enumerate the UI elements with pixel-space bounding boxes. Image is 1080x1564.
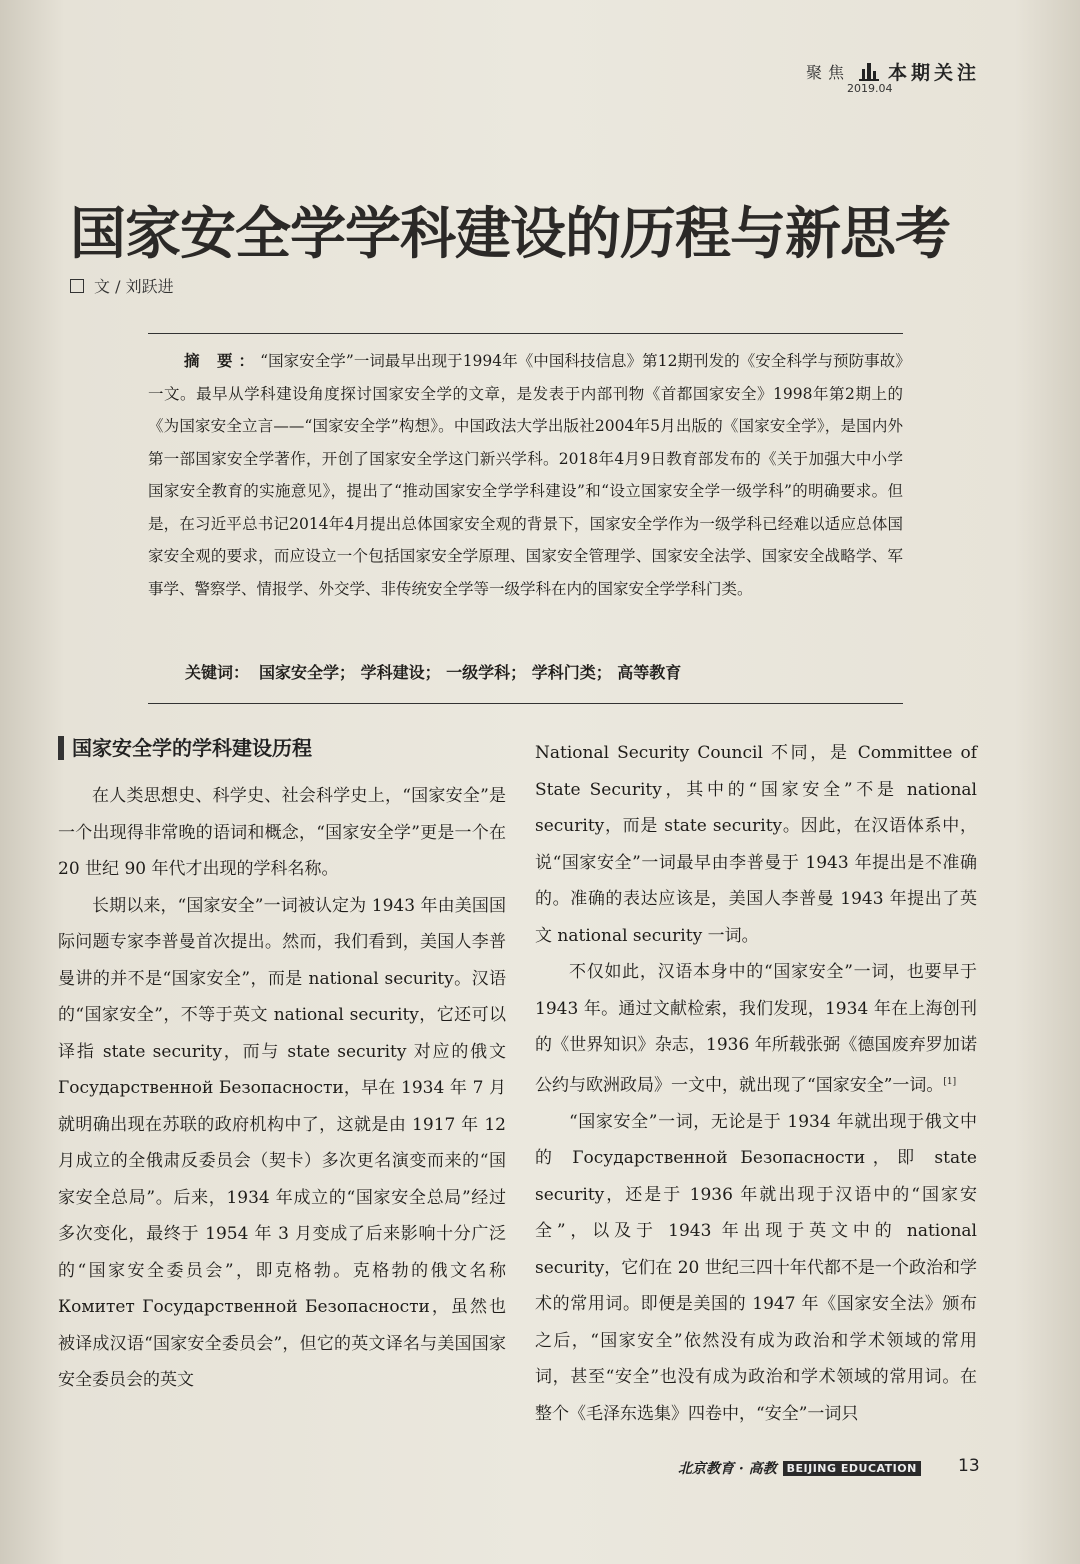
left-column (58, 730, 506, 1399)
abstract-label: 摘 要： (184, 351, 261, 370)
journal-badge: BEIJING EDUCATION (783, 1461, 921, 1476)
column-logo-icon (858, 61, 880, 83)
abstract-block (148, 345, 903, 605)
footer-journal (678, 1458, 921, 1478)
journal-name: 北京教育 · 高教 (678, 1461, 777, 1477)
paragraph: National Security Council 不同，是 Committee of State Security，其中的“国家安全”不是 national security，而是 state security。因此，在汉语体系中，说“国家安全”一词最早由李普曼于 1943 年提出是不准确的。准确的表达应该是，美国人李普曼 1943 年提出了英文 national security 一词。 (535, 743, 977, 946)
section-bar-icon (58, 736, 64, 760)
paragraph: “国家安全”一词，无论是于 1934 年就出现于俄文中的 Государственной Безопасности，即 state security，还是于 1936 年就出现于汉语中的“国家安全”，以及于 1943 年出现于英文中的 national security，它们在 20 世纪三四十年代都不是一个政治和学术的常用词。即便是美国的 1947 年《国家安全法》颁布之后，“国家安全”依然没有成为政治和学术领域的常用词，甚至“安全”也没有成为政治和学术领域的常用词。在整个《毛泽东选集》四卷中，“安全”一词只 (535, 1111, 977, 1424)
abstract-top-rule (148, 333, 903, 334)
header-column-title: 本期关注 (887, 62, 980, 84)
keywords (185, 660, 681, 683)
keywords-text: 国家安全学； 学科建设； 一级学科； 学科门类； 高等教育 (259, 663, 682, 682)
paragraph (535, 954, 977, 1104)
abstract-text: “国家安全学”一词最早出现于1994年《中国科技信息》第12期刊发的《安全科学与预防事故》一文。最早从学科建设角度探讨国家安全学的文章，是发表于内部刊物《首都国家安全》1998年第2期上的《为国家安全立言——“国家安全学”构想》。中国政法大学出版社2004年5月出版的《国家安全学》，是国内外第一部国家安全学著作，开创了国家安全学这门新兴学科。2018年4月9日教育部发布的《关于加强大中小学国家安全教育的实施意见》，提出了“推动国家安全学学科建设”和“设立国家安全学一级学科”的明确要求。但是，在习近平总书记2014年4月提出总体国家安全观的背景下，国家安全学作为一级学科已经难以适应总体国家安全观的要求，而应设立一个包括国家安全学原理、国家安全管理学、国家安全法学、国家安全战略学、军事学、警察学、情报学、外交学、非传统安全学等一级学科在内的国家安全学学科门类。 (148, 352, 903, 598)
page-number: 13 (958, 1456, 980, 1476)
keywords-label: 关键词： (185, 663, 250, 682)
byline-text: 文 / 刘跃进 (94, 277, 174, 296)
section-heading-text: 国家安全学的学科建设历程 (72, 735, 312, 760)
issue-date: 2019.04 (847, 82, 893, 95)
abstract-bottom-rule (148, 703, 903, 704)
footnote-ref: [1] (943, 1076, 957, 1087)
byline-box-icon (70, 279, 84, 293)
paragraph-text: 不仅如此，汉语本身中的“国家安全”一词，也要早于 1943 年。通过文献检索，我们发现，1934 年在上海创刊的《世界知识》杂志，1936 年所载张弼《德国废弃罗加诺公约与欧洲政局》一文中，就出现了“国家安全”一词。 (535, 962, 977, 1096)
header-focus-label: 聚焦 (805, 63, 850, 82)
right-column (535, 735, 977, 1432)
paragraph: 长期以来，“国家安全”一词被认定为 1943 年由美国国际问题专家李普曼首次提出。然而，我们看到，美国人李普曼讲的并不是“国家安全”，而是 national security。汉语的“国家安全”，不等于英文 national security，它还可以译指 state security，而与 state security 对应的俄文 Государственной Безопасности，早在 1934 年 7 月就明确出现在苏联的政府机构中了，这就是由 1917 年 12 月成立的全俄肃反委员会（契卡）多次更名演变而来的“国家安全总局”。后来，1934 年成立的“国家安全总局”经过多次变化，最终于 1954 年 3 月变成了后来影响十分广泛的“国家安全委员会”，即克格勃。克格勃的俄文名称 Комитет Государственной Безопасности，虽然也被译成汉语“国家安全委员会”，但它的英文译名与美国国家安全委员会的英文 (58, 895, 506, 1390)
paragraph: 在人类思想史、科学史、社会科学史上，“国家安全”是一个出现得非常晚的语词和概念，“国家安全学”更是一个在 20 世纪 90 年代才出现的学科名称。 (58, 786, 506, 879)
article-title: 国家安全学学科建设的历程与新思考 (70, 202, 950, 267)
section-heading (58, 730, 506, 766)
section-header (806, 58, 980, 85)
byline (70, 274, 174, 297)
